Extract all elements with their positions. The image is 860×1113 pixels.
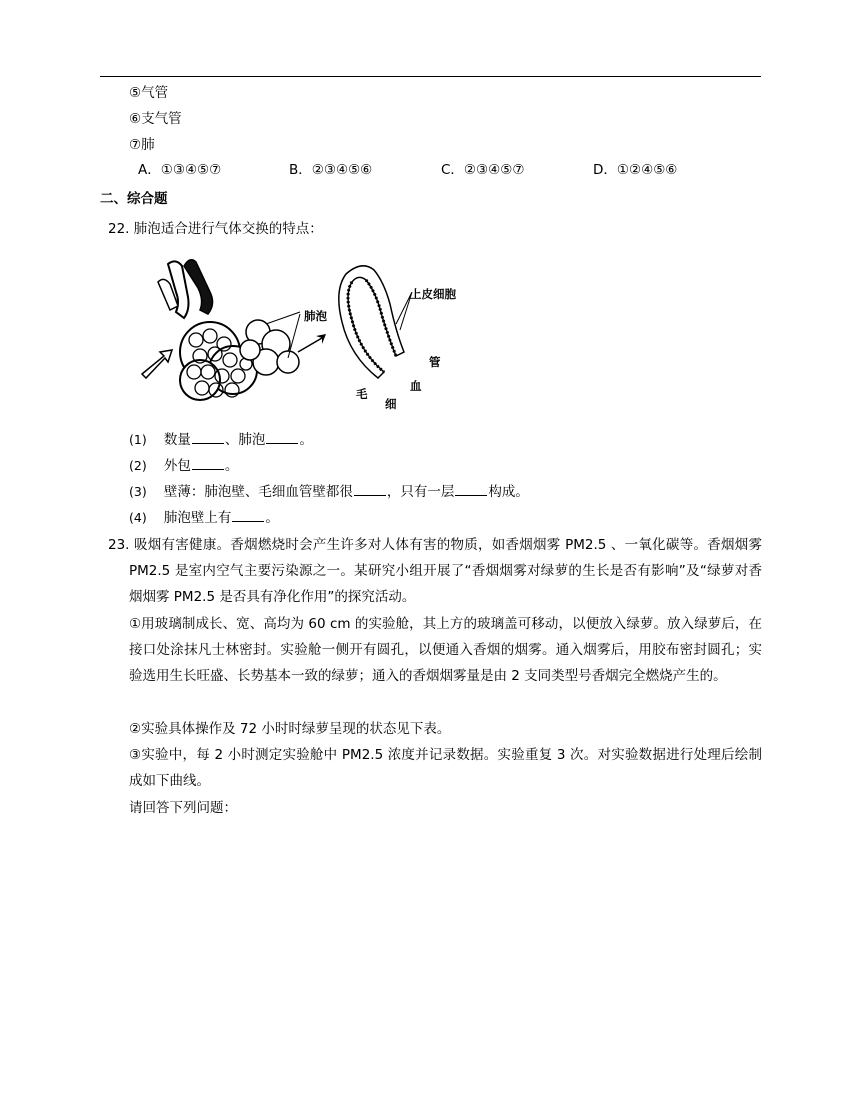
q23-intro-text: 23. 吸烟有害健康。香烟燃烧时会产生许多对人体有害的物质，如香烟烟雾 PM2.5 、一氧化碳等。香烟烟雾 PM2.5 是室内空气主要污染源之一。某研究小组开展了“香烟烟雾对绿萝的生长是否有影响”及“绿萝对香烟烟雾 PM2.5 是否具有净化作用”的探究活动。 [108,537,762,605]
label-capillary-1: 毛 [356,387,368,401]
q23-step2: ②实验具体操作及 72 小时时绿萝呈现的状态见下表。 [129,721,451,737]
label-epithelial-cells: 上皮细胞 [410,287,456,301]
answer-blank[interactable] [455,481,487,496]
choice-c: C．②③④⑤⑦ [441,162,525,178]
q22-sub1-text-b: 、肺泡 [224,432,266,448]
choice-d: D．①②④⑤⑥ [593,162,678,178]
q22-sub3 [129,481,529,502]
alveoli-diagram [138,252,456,412]
label-capillary-3: 血 [410,379,422,393]
label-capillary-4: 管 [429,355,441,369]
answer-blank[interactable] [266,429,298,444]
q22-sub2-text-a: 外包 [163,458,191,474]
label-capillary-2: 细 [385,397,397,411]
q22-sub1-text-a: 数量 [163,432,191,448]
q23-prompt: 请回答下列问题： [129,800,237,816]
choice-a: A．①③④⑤⑦ [138,162,222,178]
q22-sub1 [129,429,313,450]
q22-sub3-text-a: 壁薄：肺泡壁、毛细血管壁都很 [163,484,353,500]
q22-sub2-text-b: 。 [224,458,239,474]
q22-sub3-num: (3) [129,484,147,499]
item-5-trachea: ⑤气管 [129,85,169,101]
q22-sub2-num: (2) [129,458,147,473]
answer-blank[interactable] [354,481,386,496]
answer-blank[interactable] [232,507,264,522]
answer-blank[interactable] [192,429,224,444]
q22-sub4-num: (4) [129,510,147,525]
q22-sub3-text-b: ，只有一层 [386,484,455,500]
q22-sub4 [129,507,279,528]
q23-intro [108,532,762,610]
item-6-bronchus: ⑥支气管 [129,111,182,127]
alveoli-illustration [138,252,438,412]
section-title: 二、综合题 [100,191,168,207]
choice-b: B．②③④⑤⑥ [289,162,373,178]
q22-stem: 22. 肺泡适合进行气体交换的特点： [108,221,323,237]
q22-sub4-text-b: 。 [265,510,279,526]
header-rule [100,76,761,77]
q22-sub3-text-c: 构成。 [488,484,529,500]
q22-sub1-text-c: 。 [299,432,313,448]
answer-blank[interactable] [192,455,224,470]
item-7-lung: ⑦肺 [129,137,155,153]
q22-sub4-text-a: 肺泡壁上有 [163,510,232,526]
label-alveoli: 肺泡 [304,309,327,323]
q22-sub2 [129,455,238,476]
q23-step1: ①用玻璃制成长、宽、高均为 60 cm 的实验舱，其上方的玻璃盖可移动，以便放入绿萝。放入绿萝后，在接口处涂抹凡士林密封。实验舱一侧开有圆孔，以便通入香烟的烟雾。通入烟雾后，用胶布密封圆孔；实验选用生长旺盛、长势基本一致的绿萝；通入的香烟烟雾量是由 2 支同类型号香烟完全燃烧产生的。 [129,616,762,684]
q23-step3: ③实验中，每 2 小时测定实验舱中 PM2.5 浓度并记录数据。实验重复 3 次。对实验数据进行处理后绘制成如下曲线。 [129,747,762,789]
q22-sub1-num: (1) [129,432,147,447]
